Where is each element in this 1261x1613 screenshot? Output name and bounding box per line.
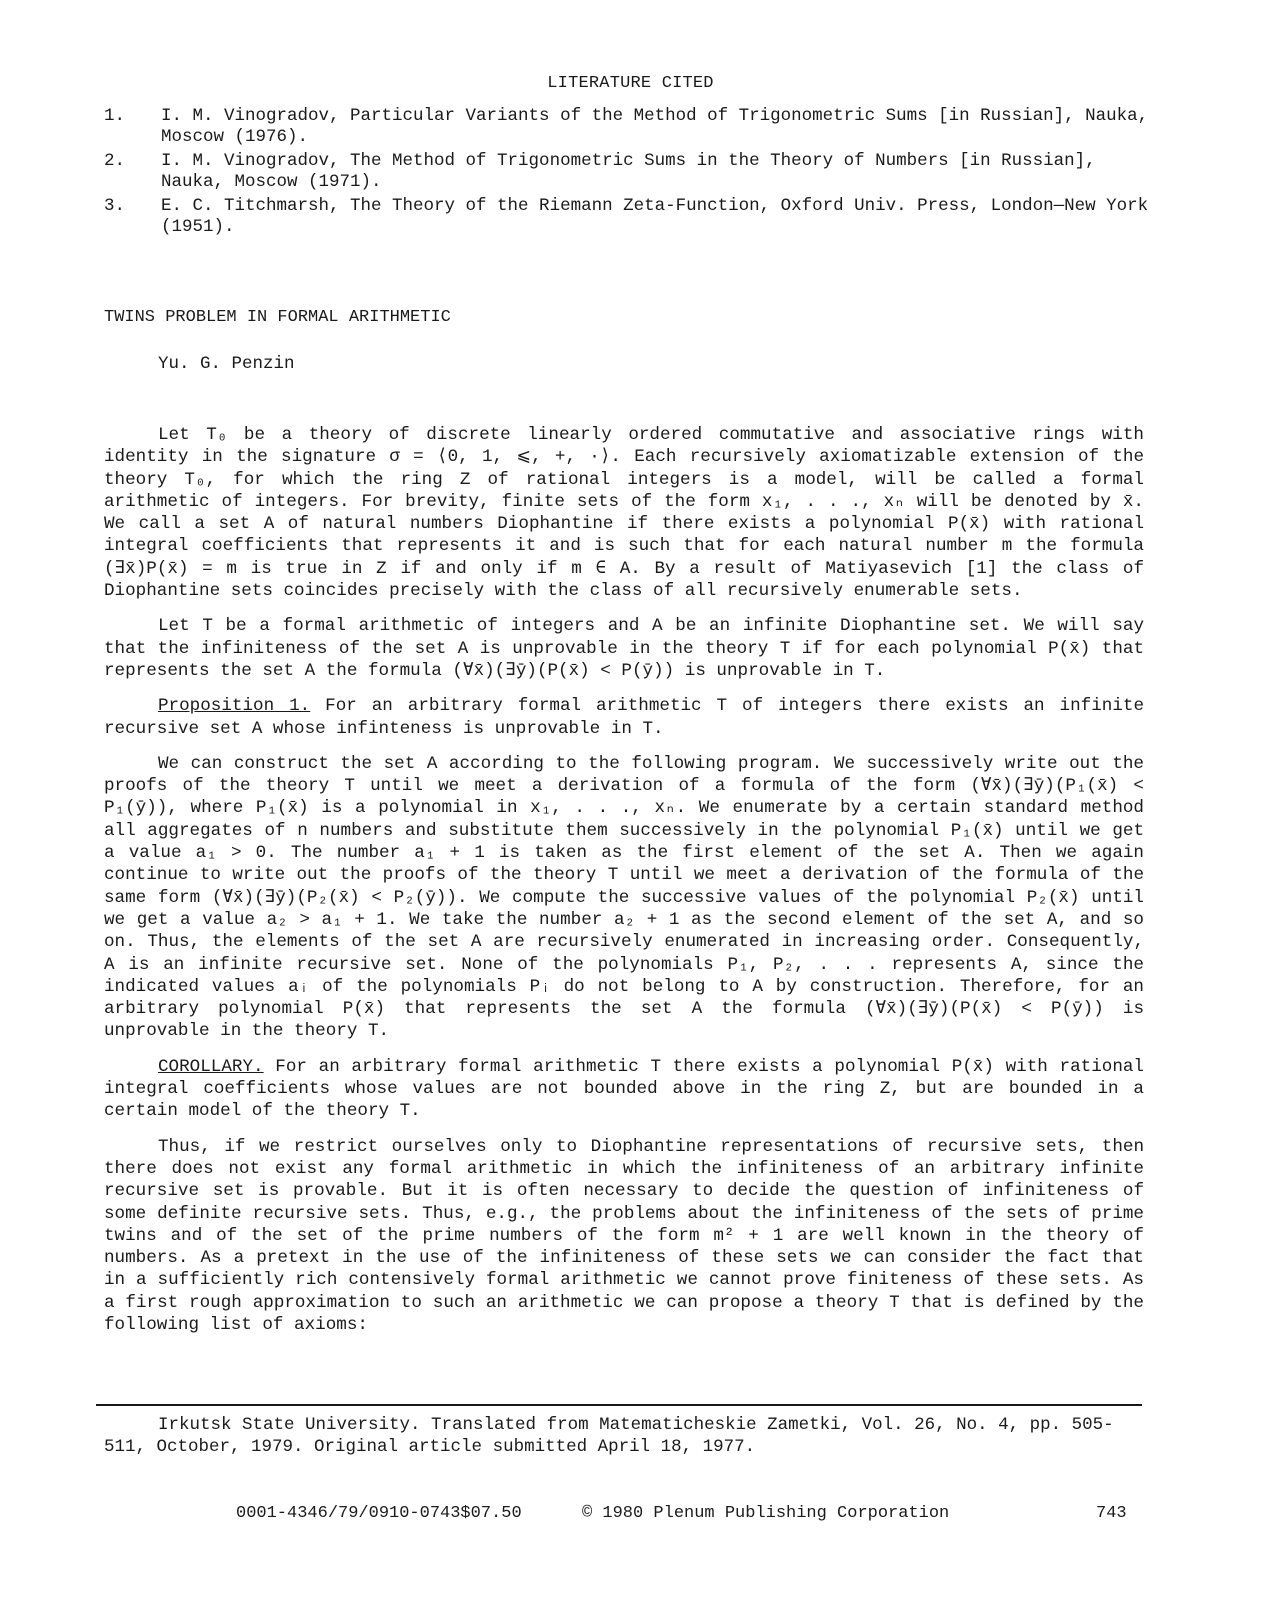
page-number: 743 xyxy=(1096,1504,1127,1523)
article-title: TWINS PROBLEM IN FORMAL ARITHMETIC xyxy=(104,308,451,327)
reference-text: I. M. Vinogradov, The Method of Trigonometric Sums in the Theory of Numbers [in Russian], Nauka, Moscow (1971). xyxy=(161,151,1096,192)
reference-number: 2. xyxy=(104,151,126,171)
paragraph-construction: We can construct the set A according to the following program. We successively write out the proofs of the theory T until we meet a derivation of a formula of the form (∀x̄)(∃ȳ)(P₁(x̄) < P₁(ȳ)), where P₁(x̄) is a polynomial in x₁, . . ., xₙ. We enumerate by a certain standard method all aggregates of n numbers and substitute them successively in the polynomial P₁(x̄) until we get a value a₁ > 0. The number a₁ + 1 is taken as the first element of the set A. Then we again continue to write out the proofs of the theory T until we meet a derivation of the formula of the same form (∀x̄)(∃ȳ)(P₂(x̄) < P₂(ȳ)). We compute the successive values of the polynomial P₂(x̄) until we get a value a₂ > a₁ + 1. We take the number a₂ + 1 as the second element of the set A, and so on. Thus, the elements of the set A are recursively enumerated in increasing order. Consequently, A is an infinite recursive set. None of the polynomials P₁, P₂, . . . represents A, since the indicated values aᵢ of the polynomials Pᵢ do not belong to A by construction. Therefore, for an arbitrary polynomial P(x̄) that represents the set A the formula (∀x̄)(∃ȳ)(P(x̄) < P(ȳ)) is unprovable in the theory T. xyxy=(104,753,1144,1042)
reference-text: I. M. Vinogradov, Particular Variants of the Method of Trigonometric Sums [in Russian], Nauka, Moscow (1976). xyxy=(161,106,1149,147)
article-author: Yu. G. Penzin xyxy=(158,354,295,374)
corollary-paragraph xyxy=(104,1056,1144,1123)
corollary-text: For an arbitrary formal arithmetic T there exists a polynomial P(x̄) with rational integral coefficients whose values are not bounded above in the ring Z, but are bounded in a certain model of the theory T. xyxy=(104,1056,1144,1122)
reference-list xyxy=(104,106,1164,241)
reference-item xyxy=(104,106,1164,148)
corollary-label: COROLLARY. xyxy=(158,1056,264,1077)
reference-item xyxy=(104,151,1164,193)
reference-text: E. C. Titchmarsh, The Theory of the Riemann Zeta-Function, Oxford Univ. Press, London—New York (1951). xyxy=(161,196,1149,237)
proposition-label: Proposition 1. xyxy=(158,696,311,717)
footer-copyright: © 1980 Plenum Publishing Corporation xyxy=(582,1504,950,1523)
reference-number: 1. xyxy=(104,106,126,126)
reference-number: 3. xyxy=(104,196,126,216)
footnote-divider xyxy=(96,1404,1142,1406)
paragraph-discussion: Thus, if we restrict ourselves only to Diophantine representations of recursive sets, then there does not exist any formal arithmetic in which the infiniteness of an arbitrary infinite recursive set is provable. But it is often necessary to decide the question of infiniteness of some definite recursive sets. Thus, e.g., the problems about the infiniteness of the sets of prime twins and of the set of the prime numbers of the form m² + 1 are well known in the theory of numbers. As a pretext in the use of the infiniteness of these sets we can consider the fact that in a sufficiently rich contensively formal arithmetic we cannot prove finiteness of these sets. As a first rough approximation to such an arithmetic we can propose a theory T that is defined by the following list of axioms: xyxy=(104,1136,1144,1335)
footer-code: 0001-4346/79/0910-0743$07.50 xyxy=(236,1504,522,1523)
reference-item xyxy=(104,196,1164,238)
paragraph-intro: Let T₀ be a theory of discrete linearly ordered commutative and associative rings with identity in the signature σ = ⟨0, 1, ⩽, +, ·⟩. Each recursively axiomatizable extension of the theory T₀, for which the ring Z of rational integers is a model, will be called a formal arithmetic of integers. For brevity, finite sets of the form x₁, . . ., xₙ will be denoted by x̄. We call a set A of natural numbers Diophantine if there exists a polynomial P(x̄) with rational integral coefficients that represents it and is such that for each natural number m the formula (∃x̄)P(x̄) = m is true in Z if and only if m ∈ A. By a result of Matiyasevich [1] the class of Diophantine sets coincides precisely with the class of all recursively enumerable sets. xyxy=(104,425,1144,602)
proposition-paragraph xyxy=(104,695,1144,740)
article-body xyxy=(104,424,1144,1349)
proposition-text: For an arbitrary formal arithmetic T of integers there exists an infinite recursive set A whose infinteness is unprovable in T. xyxy=(104,696,1145,739)
literature-heading: LITERATURE CITED xyxy=(547,74,714,93)
footnote: Irkutsk State University. Translated from Matematicheskie Zametki, Vol. 26, No. 4, pp. 505-511, October, 1979. Original article submitted April 18, 1977. xyxy=(104,1415,1114,1457)
paragraph-definition: Let T be a formal arithmetic of integers and A be an infinite Diophantine set. We will say that the infiniteness of the set A is unprovable in the theory T if for each polynomial P(x̄) that represents the set A the formula (∀x̄)(∃ȳ)(P(x̄) < P(ȳ)) is unprovable in T. xyxy=(104,616,1144,681)
